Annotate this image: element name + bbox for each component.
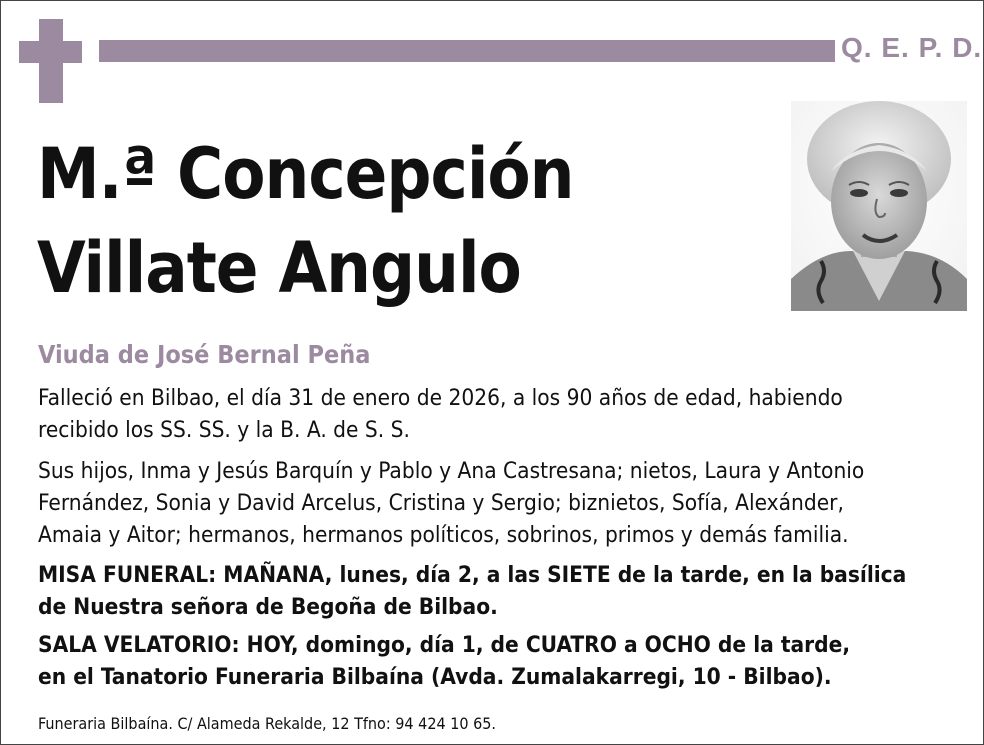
deceased-name-second-line: Villate Angulo: [37, 227, 521, 309]
family-line: Fernández, Sonia y David Arcelus, Cristina y Sergio; biznietos, Sofía, Alexánder,: [38, 490, 844, 516]
death-notice-line: Falleció en Bilbao, el día 31 de enero de 2026, a los 90 años de edad, habiendo: [38, 385, 843, 411]
wake-room-line: en el Tanatorio Funeraria Bilbaína (Avda. Zumalakarregi, 10 - Bilbao).: [38, 664, 832, 690]
portrait-photo: [791, 101, 967, 311]
wake-room-line: SALA VELATORIO: HOY, domingo, día 1, de CUATRO a OCHO de la tarde,: [38, 632, 851, 658]
cross-horizontal: [19, 41, 82, 63]
qepd-label: Q. E. P. D.: [841, 32, 983, 63]
wake-room-paragraph: [38, 629, 943, 693]
deceased-name-first-line: M.ª Concepción: [37, 133, 574, 215]
death-notice-paragraph: [38, 382, 943, 446]
funeral-mass-line: de Nuestra señora de Begoña de Bilbao.: [38, 594, 498, 620]
funeral-mass-line: MISA FUNERAL: MAÑANA, lunes, día 2, a las SIETE de la tarde, en la basílica: [38, 562, 907, 588]
family-line: Amaia y Aitor; hermanos, hermanos políticos, sobrinos, primos y demás familia.: [38, 522, 849, 548]
family-line: Sus hijos, Inma y Jesús Barquín y Pablo y Ana Castresana; nietos, Laura y Antonio: [38, 458, 865, 484]
widow-of-line: Viuda de José Bernal Peña: [38, 340, 371, 369]
header-bar: [99, 40, 835, 62]
family-paragraph: [38, 455, 943, 551]
funeral-mass-paragraph: [38, 559, 943, 623]
funeral-home-footer: Funeraria Bilbaína. C/ Alameda Rekalde, 12 Tfno: 94 424 10 65.: [38, 714, 496, 733]
death-notice-line: recibido los SS. SS. y la B. A. de S. S.: [38, 417, 410, 443]
